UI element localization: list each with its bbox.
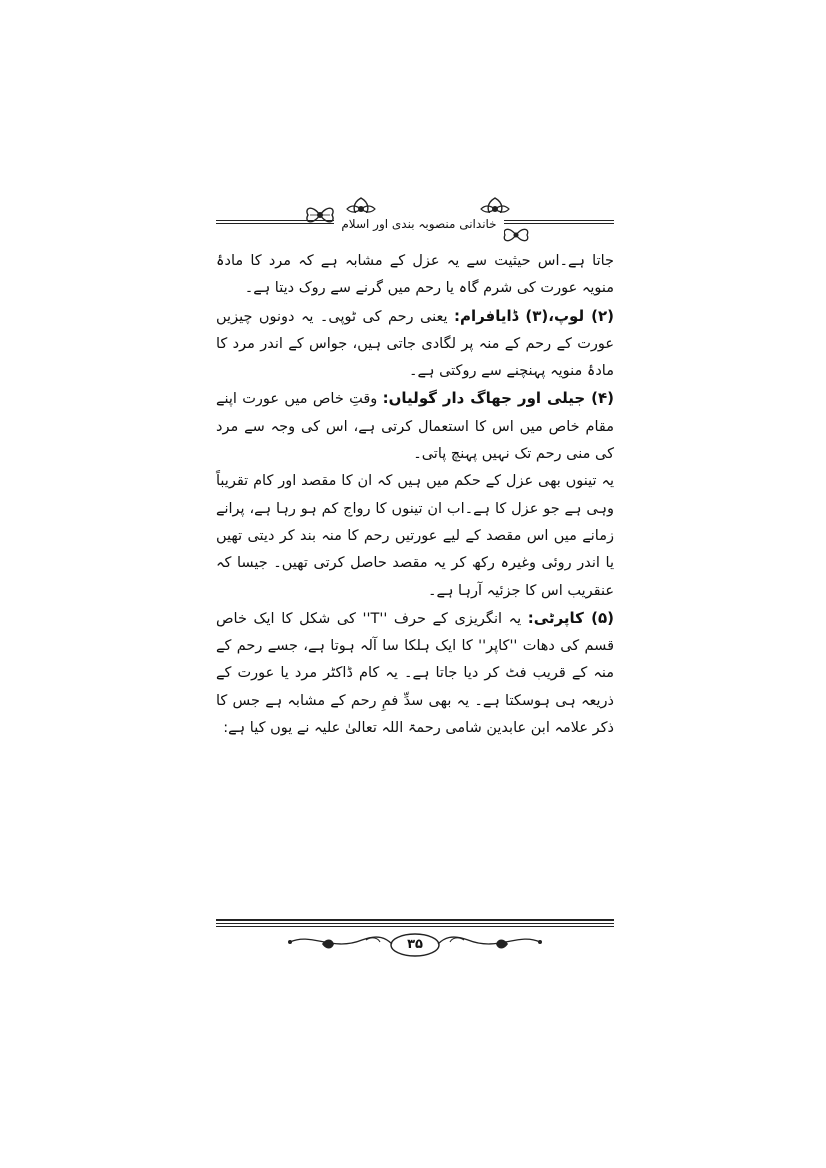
section-heading: (۵) کاپرٹی: (527, 608, 615, 627)
paragraph-text: یعنی رحم کی ٹوپی۔ یہ دونوں چیزیں عورت کے رحم کے منہ پر لگادی جاتی ہیں، جواس کے اندر مرد کا مادۂ منویہ پہنچنے سے روکتی ہے۔ (216, 308, 614, 380)
paragraph-text: یہ انگریزی کے حرف ''T'' کی شکل کا ایک خاص قسم کی دھات ''کاپر'' کا ایک ہلکا سا آلہ ہوتا ہے، جسے رحم کے منہ کے قریب فٹ کر دیا جاتا ہے۔ یہ کام ڈاکٹر مرد یا عورت کے ذریعہ ہی ہوسکتا ہے۔ یہ بھی سدِّ فمِ رحم کے مشابہ ہے جس کا ذکر علامہ ابن عابدین شامی رحمۃ اللہ تعالیٰ علیہ نے یوں کیا ہے: (216, 610, 614, 737)
section-heading: (۴) جیلی اور جھاگ دار گولیاں: (382, 389, 615, 408)
paragraph: جاتا ہے۔اس حیثیت سے یہ عزل کے مشابہ ہے کہ مرد کا مادۂ منویہ عورت کی شرم گاہ یا رحم میں گرنے سے روک دیتا ہے۔ (216, 253, 614, 297)
paragraph: یہ تینوں بھی عزل کے حکم میں ہیں کہ ان کا مقصد اور کام تقریباً وہی ہے جو عزل کا ہے۔اب ان تینوں کا رواج کم ہو رہا ہے، پرانے زمانے میں اس مقصد کے لیے عورتیں رحم کا منہ بند کر دیتی تھیں یا اندر روئی وغیرہ رکھ کر یہ مقصد حاصل کرتی تھیں۔ جیسا کہ عنقریب اس کا جزئیہ آرہا ہے۔ (216, 473, 614, 599)
footer-rule (216, 919, 614, 921)
paragraph-text: وقتِ خاص میں عورت اپنے مقام خاص میں اس کا استعمال کرتی ہے، اس کی وجہ سے مرد کی منی رحم تک نہیں پہنچ پاتی۔ (216, 391, 614, 463)
paragraph (216, 385, 614, 468)
body-text (216, 248, 614, 742)
page-header (216, 196, 614, 246)
footer-rule (216, 923, 614, 924)
paragraph (216, 605, 614, 742)
header-title: خاندانی منصوبہ بندی اور اسلام (334, 213, 504, 235)
page-number: ۳۵ (407, 937, 423, 952)
page-footer (216, 916, 614, 966)
paragraph (216, 303, 614, 386)
floral-ornament-icon (302, 204, 338, 226)
section-heading: (۲) لوپ،(۳) ڈایافرام: (453, 306, 614, 325)
floral-ornament-icon (500, 226, 532, 244)
footer-rule (216, 926, 614, 927)
